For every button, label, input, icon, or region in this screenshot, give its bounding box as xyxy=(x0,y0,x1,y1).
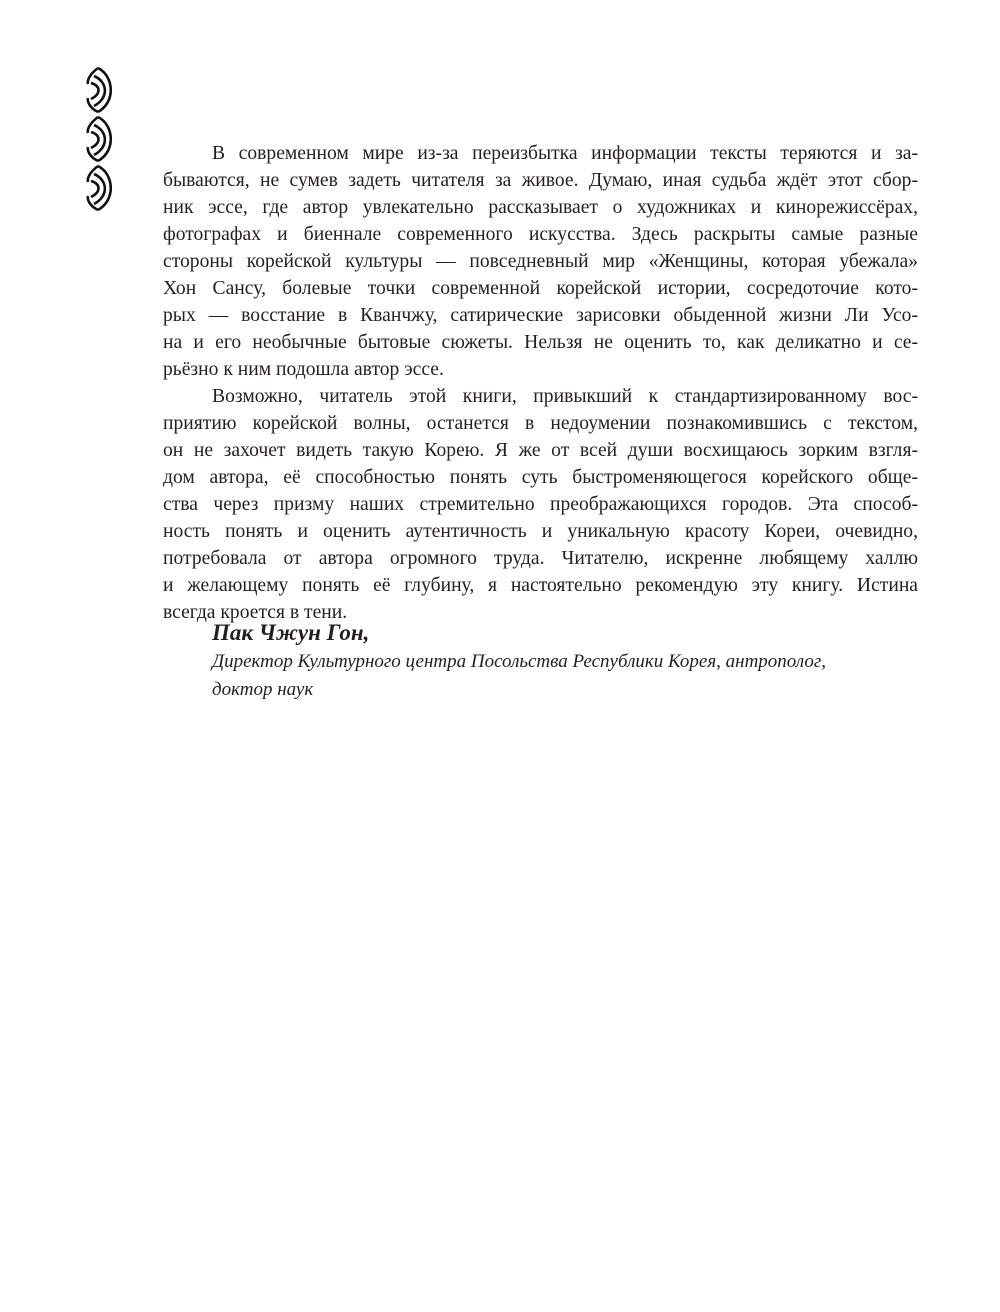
text-line: и желающему понять её глубину, я настоятельно рекомендую эту книгу. Истина xyxy=(163,575,918,596)
text-line: Хон Сансу, болевые точки современной корейской истории, сосредоточие кото- xyxy=(163,278,918,299)
text-line: приятию корейской волны, останется в недоумении познакомившись с текстом, xyxy=(163,413,918,434)
text-line: В современном мире из-за переизбытка информации тексты теряются и за- xyxy=(212,143,918,164)
text-line: фотографах и биеннале современного искусства. Здесь раскрыты самые разные xyxy=(163,224,918,245)
text-line: ность понять и оценить аутентичность и уникальную красоту Кореи, очевидно, xyxy=(163,521,918,542)
wave-scallop-ornament-icon xyxy=(84,66,120,216)
paragraph-2 xyxy=(163,383,918,626)
text-line: всегда кроется в тени. xyxy=(163,602,348,623)
text-line: он не захочет видеть такую Корею. Я же от всей души восхищаюсь зорким взгля- xyxy=(163,440,918,461)
author-degree: доктор наук xyxy=(212,679,314,700)
scallop-3 xyxy=(88,166,111,210)
text-line: ства через призму наших стремительно преображающихся городов. Эта способ- xyxy=(163,494,918,515)
scallop-1 xyxy=(88,68,111,112)
text-line: бываются, не сумев задеть читателя за живое. Думаю, иная судьба ждёт этот сбор- xyxy=(163,170,918,191)
signature-block xyxy=(212,619,922,703)
foreword-body xyxy=(163,140,918,626)
text-line: рых — восстание в Кванчжу, сатирические зарисовки обыденной жизни Ли Усо- xyxy=(163,305,918,326)
text-line: стороны корейской культуры — повседневный мир «Женщины, которая убежала» xyxy=(163,251,918,272)
scallop-2 xyxy=(88,117,111,161)
text-line: Возможно, читатель этой книги, привыкший к стандартизированному вос- xyxy=(212,386,918,407)
text-line: потребовала от автора огромного труда. Читателю, искренне любящему халлю xyxy=(163,548,918,569)
text-line: рьёзно к ним подошла автор эссе. xyxy=(163,359,444,380)
text-line: на и его необычные бытовые сюжеты. Нельзя не оценить то, как деликатно и се- xyxy=(163,332,918,353)
text-line: ник эссе, где автор увлекательно рассказывает о художниках и кинорежиссёрах, xyxy=(163,197,918,218)
text-line: дом автора, её способностью понять суть быстроменяющегося корейского обще- xyxy=(163,467,918,488)
paragraph-1 xyxy=(163,140,918,383)
author-name: Пак Чжун Гон, xyxy=(212,620,370,645)
author-role: Директор Культурного центра Посольства Республики Корея, антрополог, xyxy=(212,651,827,672)
